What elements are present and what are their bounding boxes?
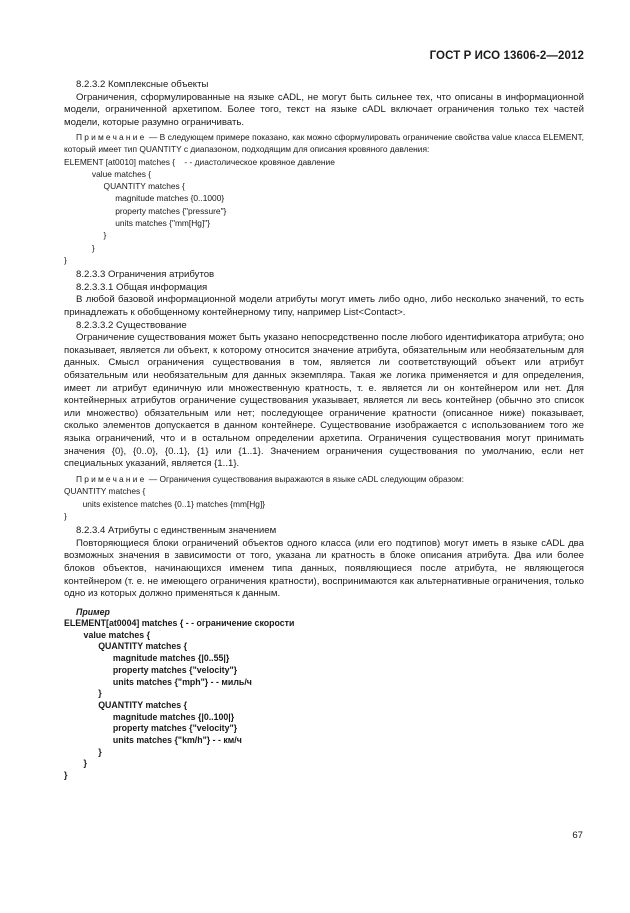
section-heading-8-2-3-4: 8.2.3.4 Атрибуты с единственным значением (76, 525, 277, 537)
note-blood-pressure (64, 132, 584, 155)
code-line: property matches {"velocity"} (64, 723, 238, 734)
note-text: — Ограничения существования выражаются в языке cADL следующим образом: (146, 473, 464, 484)
code-line: QUANTITY matches { (64, 641, 188, 652)
section-heading-8-2-3-3-1: 8.2.3.3.1 Общая информация (76, 281, 208, 293)
section-heading-8-2-3-3-2: 8.2.3.3.2 Существование (76, 319, 187, 331)
note-text: — В следующем примере показано, как можно сформулировать ограничение свойства value класса ELEMENT, который имеет тип QUANTITY с диапазоном, подходящим для описания кровяного давления: (64, 132, 584, 154)
paragraph-existence: Ограничение существования может быть указано непосредственно после любого идентификатора атрибута; оно показывает, является ли объект, к которому относится значение атрибута, обязательным или необязательным для данных. Смысл ограничения существования в том, является ли соответствующий объект или атрибут обязательным или необязательным для данных экземпляра. Такая же логика применяется и для определения, имеет ли атрибут единичную или множественную кратность, т. е. является ли он контейнером или нет. Для контейнерных атрибутов ограничение существования указывает, является ли весь контейнер (обычно это список или множество) обязательным или нет; последующее ограничение кратности (описанное ниже) показывает, сколько элементов допускается в данном контейнере. Существование изображается с использованием того же языка ограничений, что и в остальном определении архетипа. Ограничения существования могут принимать значения {0}, {0..0}, {0..1}, {1} или {1..1}. Значением ограничения существования по умолчанию, если нет специальных указаний, является {1..1}. (64, 332, 584, 470)
example-code-block (64, 618, 584, 782)
code-line: magnitude matches {|0..100|} (64, 711, 235, 722)
code-line: } (64, 230, 107, 241)
code-line: property matches {"pressure"} (64, 205, 227, 216)
code-line: magnitude matches {0..1000} (64, 193, 225, 204)
code-line: } (64, 770, 68, 781)
section-heading-8-2-3-2: 8.2.3.2 Комплексные объекты (76, 79, 209, 90)
section-heading-8-2-3-3: 8.2.3.3 Ограничения атрибутов (76, 269, 215, 281)
code-line: value matches { (64, 629, 151, 640)
code-line: ELEMENT [at0010] matches { - - диастолическое кровяное давление (64, 156, 335, 167)
code-line: property matches {"velocity"} (64, 664, 238, 675)
standard-header: ГОСТ Р ИСО 13606-2—2012 (429, 50, 584, 62)
code-line: units matches {"km/h"} - - км/ч (64, 735, 242, 746)
code-line: } (64, 242, 95, 253)
paragraph-general-info: В любой базовой информационной модели атрибуты могут иметь либо одно, либо несколько значений, то есть принадлежать к обобщенному контейнерному типу, например List<Contact>. (64, 294, 584, 319)
paragraph-complex-objects: Ограничения, сформулированные на языке cADL, не могут быть сильнее тех, что описаны в информационной модели, ограниченной архетипом. Более того, текст на языке cADL включает ограничения только тех частей модели, которые разумно ограничивать. (64, 91, 584, 128)
note-label: Примечание (76, 473, 147, 484)
code-line: ELEMENT[at0004] matches { - - ограничение скорости (64, 617, 295, 628)
code-line: QUANTITY matches { (64, 486, 146, 497)
paragraph-single-valued: Повторяющиеся блоки ограничений объектов одного класса (или его подтипов) могут иметь в языке cADL два возможных значения в зависимости от того, указана ли кратность в блоке описания атрибута. Два или более блоков объектов, начинающихся именем типа данных, появляющиеся после атрибута, не являющегося контейнером (т. е. не имеющего ограничения кратности), воспринимаются как альтернативные ограничения, только одно из которых должно применяться к данным. (64, 537, 584, 600)
code-line: magnitude matches {|0..55|} (64, 653, 230, 664)
code-block-quantity (64, 485, 584, 522)
code-block-element (64, 156, 584, 267)
code-line: } (64, 510, 67, 521)
code-line: value matches { (64, 168, 152, 179)
page-content (64, 79, 584, 782)
note-existence (64, 474, 584, 486)
code-line: units matches {"mph"} - - миль/ч (64, 676, 252, 687)
code-line: QUANTITY matches { (64, 699, 188, 710)
code-line: } (64, 688, 102, 699)
code-line: QUANTITY matches { (64, 181, 185, 192)
code-line: } (64, 746, 102, 757)
note-label: Примечание (76, 132, 147, 143)
code-line: } (64, 254, 67, 265)
code-line: units matches {"mm[Hg]"} (64, 218, 211, 229)
code-line: } (64, 758, 87, 769)
example-title: Пример (76, 606, 110, 617)
page-number: 67 (572, 830, 583, 841)
code-line: units existence matches {0..1} matches {mm[Hg]} (64, 498, 266, 509)
